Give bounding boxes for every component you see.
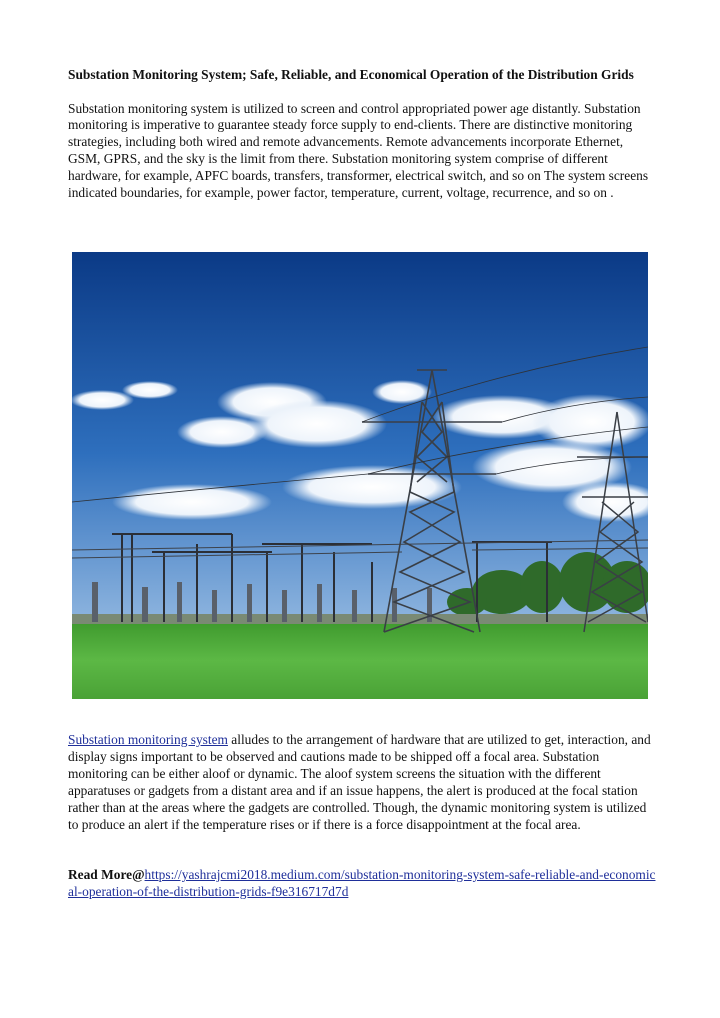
substation-photo (72, 252, 648, 699)
detail-paragraph (68, 732, 658, 833)
read-more (68, 867, 658, 901)
read-more-link[interactable]: https://yashrajcmi2018.medium.com/substation-monitoring-system-safe-reliable-and-economical-operation-of-the-distribution-grids-f9e316717d7d (68, 867, 656, 899)
document-title: Substation Monitoring System; Safe, Reliable, and Economical Operation of the Distribution Grids (68, 67, 634, 82)
intro-paragraph: Substation monitoring system is utilized to screen and control appropriated power age distantly. Substation monitoring is imperative to guarantee steady force supply to end-clients. There are distinctive monitoring strategies, including both wired and remote advancements. Remote advancements incorporate Ethernet, GSM, GPRS, and the sky is the limit from there. Substation monitoring system comprise of different hardware, for example, APFC boards, transfers, transformer, electrical switch, and so on The system screens indicated boundaries, for example, power factor, temperature, current, voltage, recurrence, and so on . (68, 100, 649, 201)
substation-monitoring-link[interactable]: Substation monitoring system (68, 732, 228, 747)
read-more-label: Read More@ (68, 867, 145, 882)
detail-section (68, 732, 658, 833)
detail-paragraph-text: alludes to the arrangement of hardware that are utilized to get, interaction, and display signs important to be observed and cautions made to be shipped off a focal area. Substation monitoring can be either aloof or dynamic. The aloof system screens the situation with the different apparatuses or gadgets from a distant area and if an issue happens, the alert is produced at the focal station rather than at the areas where the gadgets are controlled. Though, the dynamic monitoring system is utilized to produce an alert if the temperature rises or if there is a force disappointment at the focal area. (68, 732, 651, 832)
document-body (68, 66, 658, 202)
